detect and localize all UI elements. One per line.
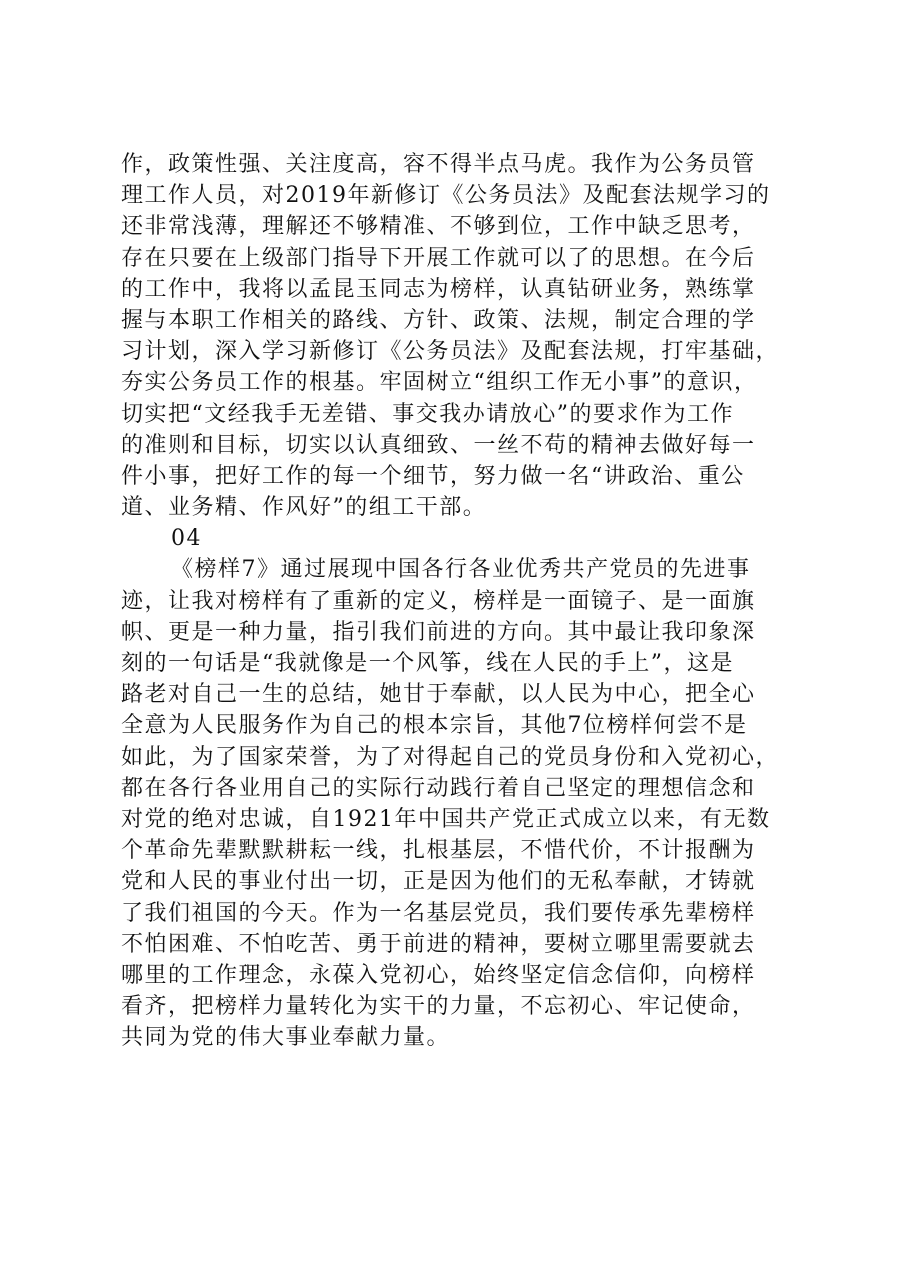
text-line: 的工作中，我将以孟昆玉同志为榜样，认真钻研业务，熟练掌 bbox=[121, 276, 756, 302]
text-line: 握与本职工作相关的路线、方针、政策、法规，制定合理的学 bbox=[121, 307, 756, 333]
text-line: 理工作人员，对2019年新修订《公务员法》及配套法规学习的 bbox=[121, 183, 771, 209]
text-line: 习计划，深入学习新修订《公务员法》及配套法规，打牢基础， bbox=[121, 339, 780, 365]
paragraph-1 bbox=[121, 149, 801, 523]
text-line: 对党的绝对忠诚，自1921年中国共产党正式成立以来，有无数 bbox=[121, 806, 771, 832]
paragraph-2 bbox=[121, 554, 801, 1053]
text-line: 《榜样7》通过展现中国各行各业优秀共产党员的先进事 bbox=[171, 557, 751, 583]
text-line: 存在只要在上级部门指导下开展工作就可以了的思想。在今后 bbox=[121, 245, 756, 271]
text-line: 如此，为了国家荣誉，为了对得起自己的党员身份和入党初心， bbox=[121, 744, 780, 770]
text-line: 刻的一句话是“我就像是一个风筝，线在人民的手上”，这是 bbox=[121, 651, 734, 676]
text-line: 件小事，把好工作的每一个细节，努力做一名“讲政治、重公 bbox=[121, 463, 745, 489]
text-line: 都在各行各业用自己的实际行动践行着自己坚定的理想信念和 bbox=[121, 775, 756, 801]
text-line: 作，政策性强、关注度高，容不得半点马虎。我作为公务员管 bbox=[121, 152, 756, 177]
text-line: 共同为党的伟大事业奉献力量。 bbox=[121, 1025, 451, 1051]
text-line: 了我们祖国的今天。作为一名基层党员，我们要传承先辈榜样 bbox=[121, 900, 756, 926]
text-line: 看齐，把榜样力量转化为实干的力量，不忘初心、牢记使命， bbox=[121, 994, 756, 1020]
text-line: 还非常浅薄，理解还不够精准、不够到位，工作中缺乏思考， bbox=[121, 214, 756, 240]
text-line: 党和人民的事业付出一切，正是因为他们的无私奉献，才铸就 bbox=[121, 869, 756, 895]
text-line: 路老对自己一生的总结，她甘于奉献，以人民为中心，把全心 bbox=[121, 682, 756, 708]
text-line: 全意为人民服务作为自己的根本宗旨，其他7位榜样何尝不是 bbox=[121, 713, 748, 739]
text-line: 个革命先辈默默耕耘一线，扎根基层，不惜代价，不计报酬为 bbox=[121, 838, 756, 864]
document-body bbox=[121, 149, 801, 1053]
text-line: 道、业务精、作风好”的组工干部。 bbox=[121, 495, 487, 521]
text-line: 的准则和目标，切实以认真细致、一丝不苟的精神去做好每一 bbox=[121, 432, 756, 458]
section-number: 04 bbox=[171, 526, 202, 552]
text-line: 切实把“文经我手无差错、事交我办请放心”的要求作为工作 bbox=[121, 401, 734, 427]
text-line: 不怕困难、不怕吃苦、勇于前进的精神，要树立哪里需要就去 bbox=[121, 931, 756, 957]
text-line: 夯实公务员工作的根基。牢固树立“组织工作无小事”的意识， bbox=[121, 370, 758, 396]
text-line: 迹，让我对榜样有了重新的定义，榜样是一面镜子、是一面旗 bbox=[121, 588, 756, 614]
text-line: 哪里的工作理念，永葆入党初心，始终坚定信念信仰，向榜样 bbox=[121, 962, 756, 988]
text-line: 帜、更是一种力量，指引我们前进的方向。其中最让我印象深 bbox=[121, 619, 756, 645]
